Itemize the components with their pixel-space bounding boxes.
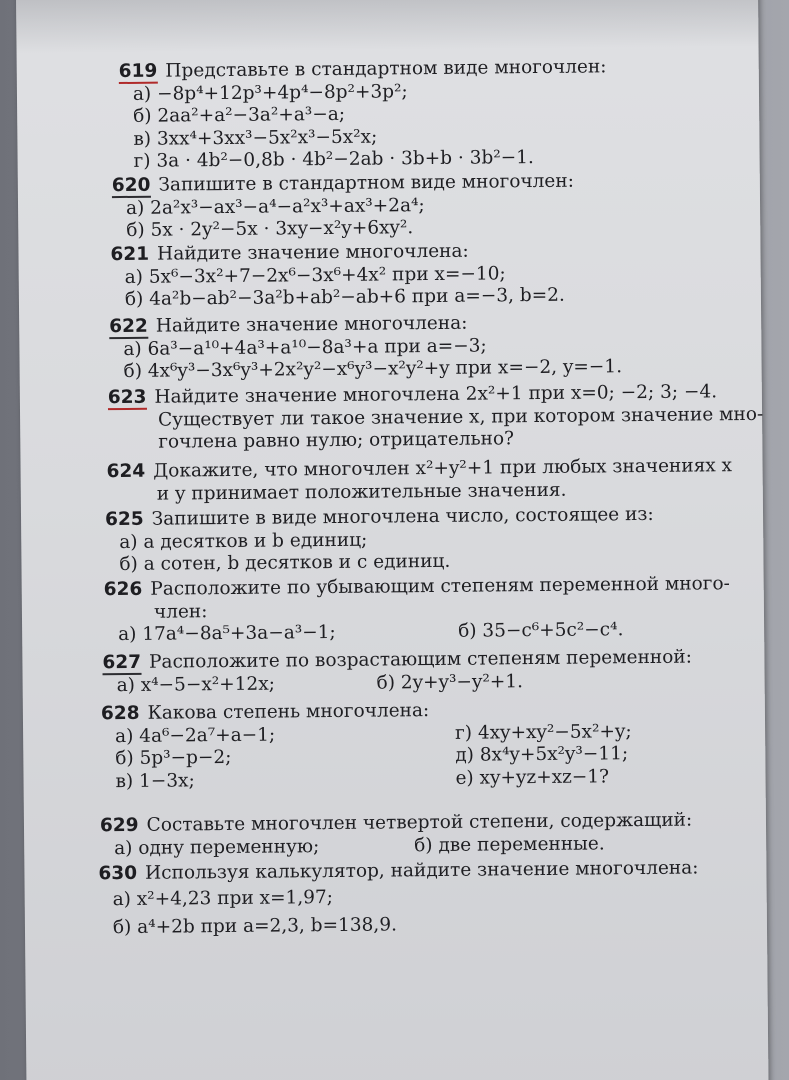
exercise-item: г) 3a · 4b²−0,8b · 4b²−2ab · 3b+b · 3b²−1.: [133, 147, 534, 172]
exercise-number: 627: [102, 651, 142, 674]
exercise-number: 629: [99, 814, 139, 837]
exercise-item: б) 35−c⁶+5c²−c⁴.: [458, 619, 624, 642]
exercise-620: [112, 169, 789, 243]
exercise-item: б) 2y+y³−y²+1.: [376, 670, 524, 694]
exercise-number: 619: [118, 60, 158, 83]
exercise-title: Представьте в стандартном виде многочлен:: [165, 56, 607, 82]
exercise-title: Запишите в стандартном виде многочлен:: [158, 170, 575, 196]
exercise-number: 626: [103, 578, 143, 601]
exercise-item: б) две переменные.: [414, 832, 605, 856]
exercise-item: б) 2aa²+a²−3a²+a³−a;: [133, 103, 346, 127]
exercise-number: 622: [109, 315, 148, 338]
exercise-number: 628: [100, 702, 140, 725]
exercise-title: Составьте многочлен четвертой степени, содержащий:: [146, 809, 693, 836]
exercise-item: а) x²+4,23 при x=1,97;: [112, 886, 334, 910]
exercise-title: Докажите, что многочлен x²+y²+1 при любых значениях x: [153, 455, 733, 482]
exercise-item: а) a десятков и b единиц;: [119, 529, 368, 553]
exercise-626: [104, 573, 785, 647]
exercise-item: е) xy+yz+xz−1?: [455, 765, 610, 789]
exercise-number: 623: [107, 386, 147, 409]
exercise-text: Существует ли такое значение x, при котором значение мно-: [157, 403, 764, 431]
exercise-text: член:: [153, 600, 208, 623]
exercise-title: Какова степень многочлена:: [147, 700, 430, 724]
exercise-622: [109, 310, 789, 384]
exercise-624: [106, 455, 786, 507]
exercise-630: [98, 857, 779, 942]
exercise-title: Найдите значение многочлена 2x²+1 при x=0; −2; 3; −4.: [154, 381, 718, 408]
exercise-625: [105, 503, 786, 577]
exercise-621: [110, 238, 789, 312]
exercise-text: гочлена равно нулю; отрицательно?: [158, 428, 515, 453]
exercise-title: Найдите значение многочлена:: [157, 240, 469, 265]
exercise-item: а) 2a²x³−ax³−a⁴−a²x³+ax³+2a⁴;: [125, 194, 425, 219]
exercise-title: Найдите значение многочлена:: [155, 312, 468, 337]
exercise-item: а) одну переменную;: [114, 835, 320, 859]
exercise-item: а) −8p⁴+12p³+4p⁴−8p²+3p²;: [132, 80, 408, 105]
exercise-title: Используя калькулятор, найдите значение многочлена:: [144, 857, 699, 884]
exercise-item: а) 17a⁴−8a⁵+3a−a³−1;: [118, 621, 336, 646]
exercise-item: д) 8x⁴y+5x²y³−11;: [455, 743, 629, 766]
exercise-item: а) 6a³−a¹⁰+4a³+a¹⁰−8a³+a при a=−3;: [123, 334, 487, 360]
exercise-item: б) a сотен, b десятков и c единиц.: [119, 550, 451, 576]
exercise-item: а) x⁴−5−x²+12x;: [116, 673, 276, 696]
textbook-page: [16, 0, 769, 1080]
exercise-number: 620: [111, 174, 151, 197]
exercise-item: б) 5p³−p−2;: [115, 746, 232, 770]
exercise-item: б) 5x · 2y²−5x · 3xy−x²y+6xy².: [126, 217, 414, 241]
exercise-629: [100, 809, 780, 861]
exercise-number: 624: [106, 460, 146, 483]
exercise-628: [101, 697, 782, 794]
exercise-item: в) 1−3x;: [115, 769, 195, 792]
exercise-item: б) 4a²b−ab²−3a²b+ab²−ab+6 при a=−3, b=2.: [124, 284, 565, 310]
exercise-item: а) 4a⁶−2a⁷+a−1;: [115, 724, 276, 747]
exercise-number: 625: [104, 508, 144, 531]
exercise-number: 621: [110, 243, 150, 266]
exercise-number: 630: [98, 862, 138, 885]
exercise-item: в) 3xx⁴+3xx³−5x²x³−5x²x;: [133, 126, 378, 150]
exercise-title: Запишите в виде многочлена число, состоящее из:: [151, 503, 654, 530]
exercise-619: [119, 54, 789, 173]
exercise-627: [102, 646, 782, 698]
exercise-item: а) 5x⁶−3x²+7−2x⁶−3x⁶+4x² при x=−10;: [124, 262, 506, 288]
exercise-item: б) 4x⁶y³−3x⁶y³+2x²y²−x⁶y³−x²y²+y при x=−2, y=−1.: [123, 356, 623, 382]
exercise-title: Расположите по убывающим степеням переменной много-: [150, 573, 730, 600]
exercise-item: б) a⁴+2b при a=2,3, b=138,9.: [112, 913, 398, 938]
page-top-shadow: [16, 0, 759, 54]
exercise-text: и y принимает положительные значения.: [156, 479, 567, 505]
exercise-title: Расположите по возрастающим степеням переменной:: [148, 646, 692, 673]
exercise-623: [108, 381, 789, 455]
exercise-item: г) 4xy+xy²−5x²+y;: [455, 720, 632, 744]
